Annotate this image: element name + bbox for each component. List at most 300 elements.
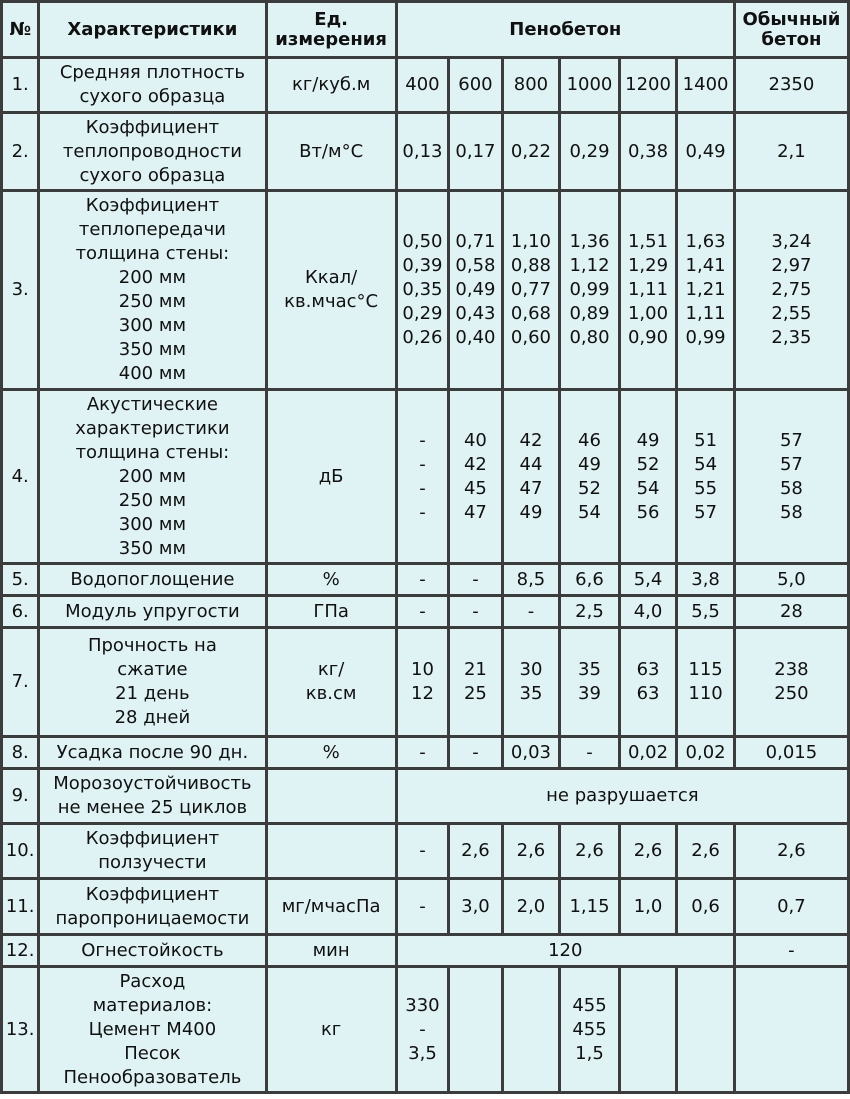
foam-value-6	[678, 391, 733, 562]
foam-value-5	[621, 629, 676, 735]
cell-line: 0,58	[455, 255, 496, 276]
cell-line: 1,12	[569, 255, 610, 276]
characteristic-name	[40, 880, 264, 933]
foam-value-2	[450, 59, 500, 111]
foam-value-1	[398, 825, 447, 877]
cell-line: 49	[578, 453, 601, 475]
foam-value-3	[504, 629, 559, 735]
cell-line: 8,5	[516, 568, 546, 590]
cell-line: 1,10	[510, 231, 551, 252]
unit-cell	[268, 597, 395, 626]
cell-line: 455	[572, 994, 607, 1016]
cell-line: 45	[463, 477, 487, 499]
cell-line: 0,50	[402, 231, 443, 252]
cell-line: 58	[779, 477, 803, 499]
foam-value-6	[678, 968, 733, 1091]
cell-line: 0,40	[455, 327, 496, 348]
cell-line: Модуль упругости	[65, 600, 240, 622]
header-num: №	[3, 3, 37, 56]
cell-line: %	[322, 568, 340, 590]
foam-value-3	[504, 192, 559, 388]
row-number: 11.	[3, 880, 37, 933]
cell-line: 300 мм	[118, 513, 187, 535]
cell-line: Расход	[119, 970, 186, 992]
header-ordinary-concrete: Обычный бетон	[736, 3, 847, 56]
characteristic-name	[40, 192, 264, 388]
cell-line: 28	[779, 600, 803, 622]
foam-value-2	[450, 114, 500, 189]
cell-line: 0,26	[402, 327, 443, 348]
foam-value-1	[398, 597, 447, 626]
cell-line: ползучести	[98, 852, 207, 873]
cell-line: 0,77	[510, 279, 551, 300]
cell-line: -	[419, 895, 426, 917]
cell-line: 1000	[566, 74, 613, 95]
cell-line: 110	[688, 683, 723, 704]
cell-line: Коэффициент	[85, 195, 220, 216]
cell-line: 0,90	[627, 327, 669, 348]
table-row	[3, 391, 847, 562]
cell-line: -	[419, 600, 426, 622]
foam-value-1	[398, 738, 447, 767]
cell-line: 3,24	[771, 231, 812, 252]
cell-line: 1,11	[627, 279, 669, 300]
foam-value-2	[450, 192, 500, 388]
cell-line: 0,88	[510, 255, 551, 276]
foam-value-5	[621, 192, 676, 388]
cell-line: толщина стены:	[75, 243, 230, 264]
cell-line: 2,6	[777, 840, 806, 861]
row-number: 2.	[3, 114, 37, 189]
cell-line: 0,22	[510, 140, 551, 162]
foam-value-6	[678, 192, 733, 388]
row-number: 3.	[3, 192, 37, 388]
foam-value-5	[621, 391, 676, 562]
cell-line: 56	[636, 501, 660, 523]
ordinary-value	[736, 192, 847, 388]
foam-value-1	[398, 192, 447, 388]
row-number: 9.	[3, 770, 37, 822]
cell-line: -	[419, 429, 426, 451]
row-number: 6.	[3, 597, 37, 626]
cell-line: 1,00	[627, 303, 669, 324]
foam-value-6	[678, 825, 733, 877]
cell-line: 55	[694, 477, 718, 499]
cell-line: 3,5	[408, 1042, 437, 1064]
foam-value-5	[621, 565, 676, 594]
unit-cell	[268, 59, 395, 111]
cell-line: сухого образца	[79, 164, 226, 186]
merged-value: не разрушается	[398, 770, 847, 822]
cell-line: 0,60	[510, 327, 551, 348]
cell-line: дБ	[318, 465, 344, 487]
foam-value-3	[504, 59, 559, 111]
cell-line: 400	[405, 74, 440, 95]
cell-line: 1200	[625, 74, 671, 95]
table-row	[3, 936, 847, 965]
foam-value-3	[504, 825, 559, 877]
cell-line: кг/куб.м	[291, 74, 371, 95]
cell-line: 2,6	[633, 840, 663, 861]
foam-value-2	[450, 597, 500, 626]
cell-line: 2,55	[771, 303, 812, 324]
cell-line: кв.мчас°С	[284, 291, 379, 312]
row-number: 1.	[3, 59, 37, 111]
unit-cell	[268, 770, 395, 822]
cell-line: 2,6	[516, 840, 546, 861]
cell-line: Песок	[124, 1042, 181, 1064]
cell-line: 63	[636, 683, 660, 704]
ordinary-value	[736, 936, 847, 965]
foam-value-1	[398, 391, 447, 562]
cell-line: 46	[578, 429, 601, 451]
cell-line: не менее 25 циклов	[57, 797, 248, 818]
cell-line: 1,29	[627, 255, 669, 276]
cell-line: паропроницаемости	[55, 907, 250, 929]
foam-value-5	[621, 114, 676, 189]
cell-line: 2,6	[575, 840, 604, 861]
cell-line: кг/	[317, 659, 345, 680]
foam-value-1	[398, 629, 447, 735]
ordinary-value	[736, 114, 847, 189]
row-number: 13.	[3, 968, 37, 1091]
unit-cell	[268, 880, 395, 933]
cell-line: 40	[463, 429, 487, 451]
cell-line: 0,99	[569, 279, 610, 300]
cell-line: 200 мм	[118, 465, 187, 487]
foam-value-4	[561, 825, 618, 877]
cell-line: %	[322, 741, 340, 763]
cell-line: 300 мм	[118, 315, 187, 336]
cell-line: 2,6	[461, 840, 490, 861]
characteristic-name	[40, 597, 264, 626]
cell-line: 0,35	[402, 279, 443, 300]
cell-line: 0,49	[685, 140, 726, 162]
cell-line: кв.см	[305, 683, 357, 704]
cell-line: 49	[519, 501, 543, 523]
foam-value-1	[398, 114, 447, 189]
cell-line: 400 мм	[118, 363, 187, 384]
cell-line: 35	[519, 683, 543, 704]
table-row	[3, 770, 847, 822]
ordinary-value	[736, 738, 847, 767]
cell-line: 2,97	[771, 255, 812, 276]
cell-line: Пенообразователь	[63, 1066, 242, 1088]
cell-line: Огнестойкость	[81, 939, 224, 961]
cell-line: 1,0	[633, 895, 663, 917]
cell-line: 2,35	[771, 327, 812, 348]
cell-line: 47	[519, 477, 543, 499]
cell-line: ГПа	[313, 600, 349, 622]
cell-line: 1,21	[685, 279, 726, 300]
cell-line: 238	[774, 659, 809, 680]
cell-line: 3,8	[691, 568, 720, 590]
cell-line: -	[419, 840, 426, 861]
cell-line: Вт/м°С	[299, 140, 364, 162]
foam-value-4	[561, 968, 618, 1091]
cell-line: Средняя плотность	[59, 62, 246, 83]
cell-line: 54	[694, 453, 718, 475]
cell-line: мин	[312, 939, 350, 961]
foam-value-4	[561, 629, 618, 735]
ordinary-value	[736, 629, 847, 735]
cell-line: теплопередачи	[78, 219, 226, 240]
cell-line: 49	[636, 429, 660, 451]
table-row	[3, 565, 847, 594]
table-row	[3, 629, 847, 735]
foam-value-5	[621, 825, 676, 877]
foam-value-4	[561, 597, 618, 626]
foam-value-6	[678, 629, 733, 735]
foam-value-1	[398, 968, 447, 1091]
foam-value-2	[450, 629, 500, 735]
unit-cell	[268, 391, 395, 562]
cell-line: 42	[463, 453, 487, 475]
foam-value-6	[678, 565, 733, 594]
cell-line: 0,39	[402, 255, 443, 276]
cell-line: -	[527, 600, 535, 622]
foam-value-3	[504, 597, 559, 626]
foam-value-6	[678, 880, 733, 933]
cell-line: 52	[578, 477, 601, 499]
header-unit: Ед. измерения	[268, 3, 395, 56]
cell-line: 63	[636, 659, 660, 680]
cell-line: 30	[519, 659, 543, 680]
cell-line: Коэффициент	[85, 116, 220, 138]
foam-value-6	[678, 59, 733, 111]
foam-value-5	[621, 59, 676, 111]
cell-line: кг	[320, 1018, 342, 1040]
foam-value-2	[450, 391, 500, 562]
cell-line: 0,015	[765, 741, 818, 763]
cell-line: 600	[458, 74, 493, 95]
cell-line: -	[472, 741, 479, 763]
characteristic-name	[40, 629, 264, 735]
cell-line: 0,02	[685, 741, 726, 763]
table-row	[3, 968, 847, 1091]
table-row	[3, 59, 847, 111]
foam-value-2	[450, 565, 500, 594]
foam-value-5	[621, 597, 676, 626]
cell-line: -	[419, 501, 426, 523]
unit-cell	[268, 968, 395, 1091]
cell-line: 54	[578, 501, 601, 523]
foam-value-2	[450, 825, 500, 877]
cell-line: 2,5	[575, 600, 604, 622]
cell-line: 1,11	[685, 303, 726, 324]
characteristic-name	[40, 968, 264, 1091]
cell-line: -	[419, 453, 426, 475]
header-characteristic: Характеристики	[40, 3, 264, 56]
cell-line: 0,7	[777, 895, 806, 917]
cell-line: 1,5	[575, 1042, 604, 1064]
unit-cell	[268, 629, 395, 735]
unit-cell	[268, 565, 395, 594]
cell-line: 1400	[682, 74, 729, 95]
foam-value-4	[561, 880, 618, 933]
header-row	[3, 3, 847, 56]
ordinary-value	[736, 565, 847, 594]
foam-value-5	[621, 738, 676, 767]
row-number: 5.	[3, 565, 37, 594]
cell-line: 1,41	[685, 255, 726, 276]
header-foam-concrete: Пенобетон	[398, 3, 733, 56]
cell-line: 350 мм	[118, 537, 187, 559]
cell-line: 250 мм	[118, 489, 187, 511]
cell-line: 0,17	[455, 140, 496, 162]
cell-line: 800	[513, 74, 549, 95]
cell-line: 2,6	[691, 840, 720, 861]
unit-cell	[268, 825, 395, 877]
cell-line: -	[419, 1018, 426, 1040]
characteristic-name	[40, 770, 264, 822]
cell-line: 0,03	[510, 741, 551, 763]
cell-line: 0,13	[402, 140, 443, 162]
table-row	[3, 825, 847, 877]
foam-value-4	[561, 114, 618, 189]
cell-line: Морозоустойчивость	[53, 773, 252, 794]
cell-line: 21	[463, 659, 487, 680]
unit-cell	[268, 114, 395, 189]
ordinary-value	[736, 968, 847, 1091]
foam-value-2	[450, 880, 500, 933]
foam-value-4	[561, 391, 618, 562]
cell-line: 250 мм	[118, 291, 187, 312]
characteristic-name	[40, 59, 264, 111]
cell-line: -	[472, 600, 479, 622]
cell-line: материалов:	[92, 994, 213, 1016]
characteristic-name	[40, 738, 264, 767]
foam-value-3	[504, 391, 559, 562]
table-row	[3, 114, 847, 189]
foam-value-2	[450, 738, 500, 767]
cell-line: -	[419, 568, 426, 590]
cell-line: 4,0	[633, 600, 663, 622]
cell-line: мг/мчасПа	[281, 895, 381, 917]
cell-line: 250	[774, 683, 809, 704]
cell-line: 5,4	[633, 568, 663, 590]
table-row	[3, 597, 847, 626]
cell-line: 47	[463, 501, 487, 523]
cell-line: толщина стены:	[75, 441, 230, 463]
foam-value-2	[450, 968, 500, 1091]
cell-line: сухого образца	[79, 86, 226, 107]
foam-value-4	[561, 738, 618, 767]
cell-line: 58	[779, 501, 803, 523]
cell-line: 21 день	[115, 683, 190, 704]
foam-value-4	[561, 59, 618, 111]
cell-line: 35	[578, 659, 601, 680]
cell-line: 52	[636, 453, 660, 475]
foam-value-1	[398, 59, 447, 111]
unit-cell	[268, 936, 395, 965]
cell-line: 200 мм	[118, 267, 187, 288]
cell-line: сжатие	[117, 659, 188, 680]
cell-line: характеристики	[75, 417, 230, 439]
row-number: 4.	[3, 391, 37, 562]
table-row	[3, 192, 847, 388]
foam-value-6	[678, 114, 733, 189]
foam-value-1	[398, 880, 447, 933]
foam-value-3	[504, 880, 559, 933]
cell-line: 2350	[768, 74, 815, 95]
cell-line: 1,63	[685, 231, 726, 252]
ordinary-value	[736, 880, 847, 933]
cell-line: 10	[411, 659, 434, 680]
cell-line: 0,80	[569, 327, 610, 348]
row-number: 8.	[3, 738, 37, 767]
cell-line: 28 дней	[114, 707, 191, 728]
cell-line: 12	[411, 683, 434, 704]
table-row	[3, 738, 847, 767]
cell-line: 3,0	[461, 895, 490, 917]
cell-line: 54	[636, 477, 660, 499]
cell-line: 57	[779, 429, 803, 451]
cell-line: 1,36	[569, 231, 610, 252]
foam-value-3	[504, 565, 559, 594]
cell-line: 0,38	[627, 140, 669, 162]
cell-line: 0,68	[510, 303, 551, 324]
foam-value-3	[504, 738, 559, 767]
row-number: 12.	[3, 936, 37, 965]
foam-value-5	[621, 880, 676, 933]
cell-line: Ккал/	[304, 267, 358, 288]
ordinary-value	[736, 391, 847, 562]
row-number: 7.	[3, 629, 37, 735]
cell-line: 2,0	[516, 895, 546, 917]
ordinary-value	[736, 825, 847, 877]
foam-value-5	[621, 968, 676, 1091]
cell-line: 0,02	[627, 741, 669, 763]
cell-line: Прочность на	[87, 635, 217, 656]
foam-value-6	[678, 738, 733, 767]
cell-line: 5,5	[691, 600, 720, 622]
foam-value-4	[561, 192, 618, 388]
unit-cell	[268, 738, 395, 767]
cell-line: 44	[519, 453, 543, 475]
cell-line: 42	[519, 429, 543, 451]
cell-line: Водопоглощение	[70, 568, 235, 590]
cell-line: -	[419, 477, 426, 499]
cell-line: 0,6	[691, 895, 720, 917]
characteristic-name	[40, 565, 264, 594]
ordinary-value	[736, 597, 847, 626]
foam-value-3	[504, 968, 559, 1091]
cell-line: 455	[572, 1018, 607, 1040]
cell-line: 25	[463, 683, 487, 704]
cell-line: -	[586, 741, 593, 763]
cell-line: 1,15	[569, 895, 610, 917]
cell-line: Коэффициент	[85, 883, 220, 905]
cell-line: Акустические	[86, 393, 218, 415]
cell-line: 2,75	[771, 279, 812, 300]
characteristic-name	[40, 114, 264, 189]
table-body	[3, 59, 847, 1091]
cell-line: 1,51	[627, 231, 669, 252]
cell-line: 0,49	[455, 279, 496, 300]
characteristic-name	[40, 936, 264, 965]
ordinary-value	[736, 59, 847, 111]
cell-line: -	[788, 939, 795, 961]
foam-value-6	[678, 597, 733, 626]
foam-merged-value: 120	[398, 936, 733, 965]
cell-line: Усадка после 90 дн.	[56, 741, 249, 763]
cell-line: -	[419, 741, 426, 763]
cell-line: 0,89	[569, 303, 610, 324]
cell-line: 0,99	[685, 327, 726, 348]
cell-line: 2,1	[777, 140, 806, 162]
cell-line: 0,29	[402, 303, 443, 324]
